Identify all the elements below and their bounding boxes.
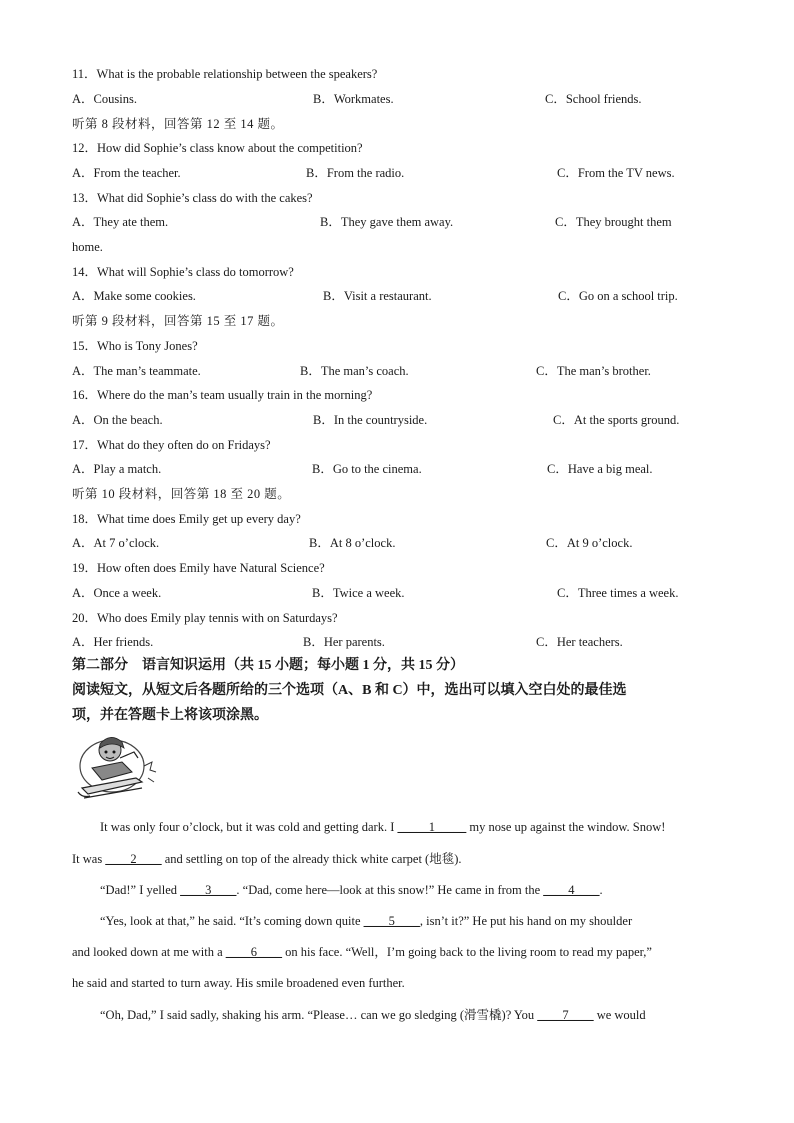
- q13-option-a: A．They ate them.: [72, 215, 169, 229]
- q11-option-a: A．Cousins.: [72, 92, 137, 106]
- section-note-10: 听第 10 段材料，回答第 18 至 20 题。: [72, 487, 291, 501]
- q12-option-a: A．From the teacher.: [72, 166, 181, 180]
- passage-line-1: [100, 819, 752, 835]
- passage-text: “Yes, look at that,” he said. “It’s coming down quite: [100, 914, 364, 928]
- blank-4: ____4____: [543, 883, 600, 897]
- question-16: 16．Where do the man’s team usually train in the morning?: [72, 388, 373, 402]
- section-note-8: 听第 8 段材料，回答第 12 至 14 题。: [72, 117, 284, 131]
- passage-line-3: [100, 882, 752, 898]
- q12-option-b: B．From the radio.: [306, 166, 405, 180]
- passage-text: . “Dad, come here—look at this snow!” He came in from the: [236, 883, 544, 897]
- blank-1: _____1_____: [397, 820, 467, 834]
- q11-option-b: B．Workmates.: [313, 92, 394, 106]
- q17-option-c: C．Have a big meal.: [547, 462, 653, 476]
- section-note-9: 听第 9 段材料，回答第 15 至 17 题。: [72, 314, 284, 328]
- passage-text: and looked down at me with a: [72, 945, 226, 959]
- passage-line-7: [100, 1007, 752, 1023]
- question-15: 15．Who is Tony Jones?: [72, 339, 198, 353]
- q15-option-c: C．The man’s brother.: [536, 364, 651, 378]
- passage-text: It was: [72, 852, 106, 866]
- blank-3: ____3____: [180, 883, 237, 897]
- passage-text: on his face. “Well，I’m going back to the living room to read my paper,”: [282, 945, 652, 959]
- q19-option-b: B．Twice a week.: [312, 586, 405, 600]
- question-12: 12．How did Sophie’s class know about the competition?: [72, 141, 363, 155]
- question-17: 17．What do they often do on Fridays?: [72, 438, 271, 452]
- q20-option-c: C．Her teachers.: [536, 635, 623, 649]
- passage-text: It was only four o’clock, but it was cold and getting dark. I: [100, 820, 398, 834]
- part2-title: 第二部分 语言知识运用（共 15 小题；每小题 1 分，共 15 分）: [72, 658, 464, 673]
- q17-option-a: A．Play a match.: [72, 462, 162, 476]
- question-11: 11．What is the probable relationship between the speakers?: [72, 67, 378, 81]
- question-20: 20．Who does Emily play tennis with on Saturdays?: [72, 611, 338, 625]
- passage-text: , isn’t it?” He put his hand on my shoulder: [419, 914, 633, 928]
- blank-2: ____2____: [105, 852, 162, 866]
- q19-option-a: A．Once a week.: [72, 586, 162, 600]
- passage-text: .: [599, 883, 603, 897]
- q14-option-c: C．Go on a school trip.: [558, 289, 678, 303]
- passage-text: my nose up against the window. Snow!: [466, 820, 666, 834]
- part2-instruction-line2: 项，并在答题卡上将该项涂黑。: [72, 708, 268, 723]
- q16-option-b: B．In the countryside.: [313, 413, 428, 427]
- passage-line-4: [100, 913, 752, 929]
- question-14: 14．What will Sophie’s class do tomorrow?: [72, 265, 294, 279]
- q12-option-c: C．From the TV news.: [557, 166, 675, 180]
- q18-option-a: A．At 7 o’clock.: [72, 536, 160, 550]
- question-18: 18．What time does Emily get up every day?: [72, 512, 301, 526]
- blank-5: ____5____: [363, 914, 420, 928]
- q17-option-b: B．Go to the cinema.: [312, 462, 422, 476]
- blank-7: ____7____: [537, 1008, 594, 1022]
- q11-option-c: C．School friends.: [545, 92, 642, 106]
- passage-text: and settling on top of the already thick white carpet (地毯).: [161, 852, 462, 866]
- passage-text: “Oh, Dad,” I said sadly, shaking his arm. “Please… can we go sledging (滑雪橇)? You: [100, 1008, 538, 1022]
- q14-option-b: B．Visit a restaurant.: [323, 289, 432, 303]
- part2-instruction-line1: 阅读短文，从短文后各题所给的三个选项（A、B 和 C）中，选出可以填入空白处的最佳选: [72, 683, 627, 698]
- passage-line-5: [72, 944, 724, 960]
- passage-line-6: he said and started to turn away. His smile broadened even further.: [72, 976, 405, 990]
- question-13: 13．What did Sophie’s class do with the cakes?: [72, 191, 313, 205]
- q13-option-c: C．They brought them: [555, 215, 672, 229]
- q15-option-b: B．The man’s coach.: [300, 364, 409, 378]
- passage-text: we would: [593, 1008, 646, 1022]
- q18-option-b: B．At 8 o’clock.: [309, 536, 396, 550]
- q19-option-c: C．Three times a week.: [557, 586, 679, 600]
- passage-text: “Dad!” I yelled: [100, 883, 181, 897]
- q15-option-a: A．The man’s teammate.: [72, 364, 201, 378]
- passage-line-2: [72, 851, 724, 867]
- sledging-illustration: [72, 728, 160, 808]
- q20-option-b: B．Her parents.: [303, 635, 385, 649]
- q16-option-a: A．On the beach.: [72, 413, 163, 427]
- question-19: 19．How often does Emily have Natural Science?: [72, 561, 325, 575]
- q16-option-c: C．At the sports ground.: [553, 413, 680, 427]
- q13-option-c-cont: home.: [72, 240, 103, 254]
- q18-option-c: C．At 9 o’clock.: [546, 536, 633, 550]
- q13-option-b: B．They gave them away.: [320, 215, 454, 229]
- q14-option-a: A．Make some cookies.: [72, 289, 196, 303]
- blank-6: ____6____: [225, 945, 283, 959]
- q20-option-a: A．Her friends.: [72, 635, 154, 649]
